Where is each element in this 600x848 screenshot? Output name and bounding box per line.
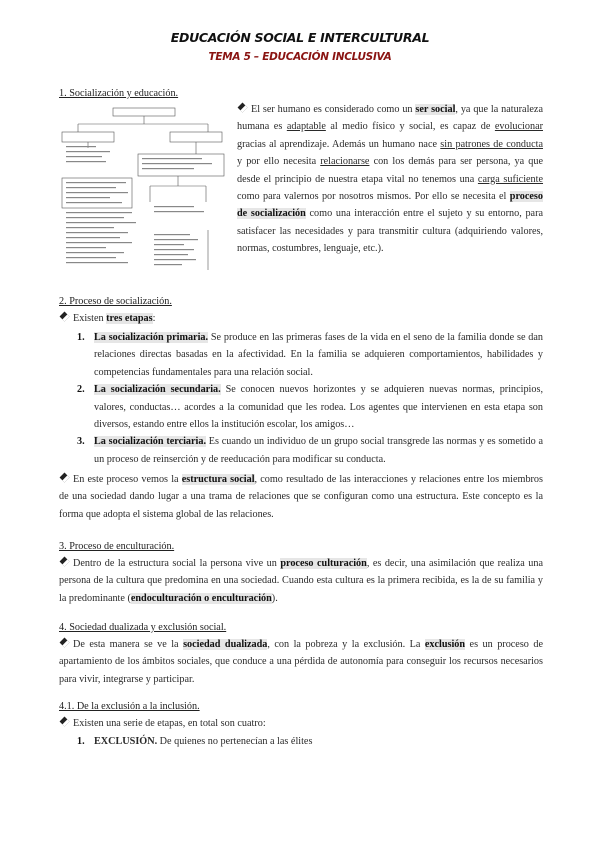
text-run: Se produce en las primeras fases de la vida en el seno de la familia donde se dan relaciones directas basadas en la afectividad. En la familia se adquieren comportamientos, habilidades y competencias fundamentales para una relación social.	[94, 332, 544, 378]
section-4-heading: 4. Sociedad dualizada y exclusión social.	[59, 622, 227, 633]
key-term: proceso de socialización	[237, 191, 543, 220]
list-item	[77, 433, 543, 468]
text-run: Es cuando un individuo de un grupo social transgrede las normas y es sometido a un proceso de reinserción y de reeducación para modificar su conducta.	[94, 436, 543, 465]
underlined-term: relacionarse	[320, 156, 370, 168]
underlined-term: sin patrones de conducta	[440, 138, 543, 150]
section-3-heading: 3. Proceso de enculturación.	[59, 541, 175, 552]
section-4-paragraph	[59, 636, 543, 688]
key-term: sociedad dualizada	[183, 639, 268, 650]
list-number: 1.	[77, 332, 85, 343]
list-item	[77, 733, 543, 750]
text-run: Existen una serie de etapas, en total son cuatro:	[73, 718, 266, 729]
text-run: , con la pobreza y la exclusión. La	[267, 639, 425, 650]
text-run: y por ello necesita	[237, 156, 321, 168]
text-run: Se conocen nuevos horizontes y se adquieren nuevas normas, principios, valores, conductas… acordes a la comunidad que les rodea. Los agentes que intervienen en esta etapa son diversos, estando entre ellos la institución escolar, los amigos…	[94, 384, 543, 431]
text-run: ).	[271, 592, 278, 604]
diamond-bullet-icon	[60, 473, 70, 483]
document-subtitle: TEMA 5 – EDUCACIÓN INCLUSIVA	[208, 51, 392, 63]
diamond-bullet-icon	[60, 717, 70, 727]
underlined-term: adaptable	[286, 121, 326, 133]
text-run: , es decir, una asimilación que realiza una persona de la cultura que predomina en una sociedad. Cuando esta cultura es la primera recibida, es la de su familia y la predominante (	[59, 558, 543, 604]
section-4-1-heading: 4.1. De la exclusión a la inclusión.	[59, 701, 200, 712]
socialization-diagram	[58, 102, 228, 274]
text-run: De esta manera se ve la	[73, 639, 184, 650]
list-number: 1.	[77, 736, 85, 747]
text-run: , como resultado de las interacciones y relaciones entre los miembros de una sociedad dando lugar a una trama de relaciones que se configuran como una estructura. Este concepto es la forma que adopta el sistema global de las relaciones.	[59, 474, 543, 520]
text-run: El ser humano es considerado como un	[251, 104, 416, 115]
underlined-term: carga suficiente	[477, 173, 544, 185]
key-term: La socialización primaria.	[94, 332, 209, 343]
text-run: es un proceso de apartamiento de los ámbitos sociales, que conduce a una pérdida de autonomía para conseguir los recursos necesarios para vivir, integrarse y participar.	[59, 639, 543, 685]
diamond-bullet-icon	[60, 557, 70, 567]
document-title: EDUCACIÓN SOCIAL E INTERCULTURAL	[170, 30, 430, 45]
section-2-heading: 2. Proceso de socialización.	[59, 296, 172, 307]
text-run: , ya que la naturaleza humana es	[237, 104, 543, 133]
key-term: tres etapas	[106, 313, 153, 324]
list-number: 2.	[77, 384, 85, 396]
key-term: proceso culturación	[280, 558, 367, 569]
key-term: EXCLUSIÓN.	[94, 736, 158, 747]
text-run: al medio físico y social, es capaz de	[325, 121, 495, 133]
diamond-bullet-icon	[60, 638, 70, 648]
list-item	[77, 329, 543, 381]
inclusion-stages-list	[77, 733, 543, 750]
key-term: La socialización terciaria.	[94, 436, 207, 448]
section-2-intro	[59, 310, 543, 327]
text-run: con los demás para ser persona, ya que desde el principio de nuestra etapa vital no tenemos una	[237, 156, 543, 185]
text-run: En este proceso vemos la	[73, 474, 182, 485]
text-run: como para valernos por nosotros mismos. Por ello se necesita el	[237, 191, 510, 203]
text-run: gracias al aprendizaje. Además un humano nace	[237, 138, 441, 150]
text-run: :	[152, 313, 156, 324]
text-run: Dentro de la estructura social la persona vive un	[73, 558, 281, 569]
diamond-bullet-icon	[60, 312, 70, 322]
section-1-heading: 1. Socialización y educación.	[59, 88, 179, 99]
key-term: endoculturación o enculturación	[130, 592, 272, 604]
section-1-paragraph	[237, 101, 543, 258]
underlined-term: evolucionar	[494, 121, 543, 133]
section-4-1-intro	[59, 715, 543, 732]
list-number: 3.	[77, 436, 85, 448]
text-run: como una interacción entre el sujeto y su entorno, para satisfacer las necesidades y para transmitir cultura (adquiriendo valores, normas, costumbres, lenguaje, etc.).	[237, 208, 543, 255]
section-2-paragraph	[59, 471, 543, 523]
key-term: exclusión	[424, 639, 466, 650]
key-term: La socialización secundaria.	[94, 384, 221, 396]
key-term: estructura social	[181, 474, 255, 485]
key-term: ser social	[415, 104, 456, 115]
socialization-stages-list	[77, 329, 543, 468]
section-3-paragraph	[59, 555, 543, 607]
diamond-bullet-icon	[238, 103, 248, 113]
text-run: Existen	[73, 313, 107, 324]
list-item	[77, 381, 543, 433]
text-run: De quienes no pertenecían a las élites	[157, 736, 313, 747]
